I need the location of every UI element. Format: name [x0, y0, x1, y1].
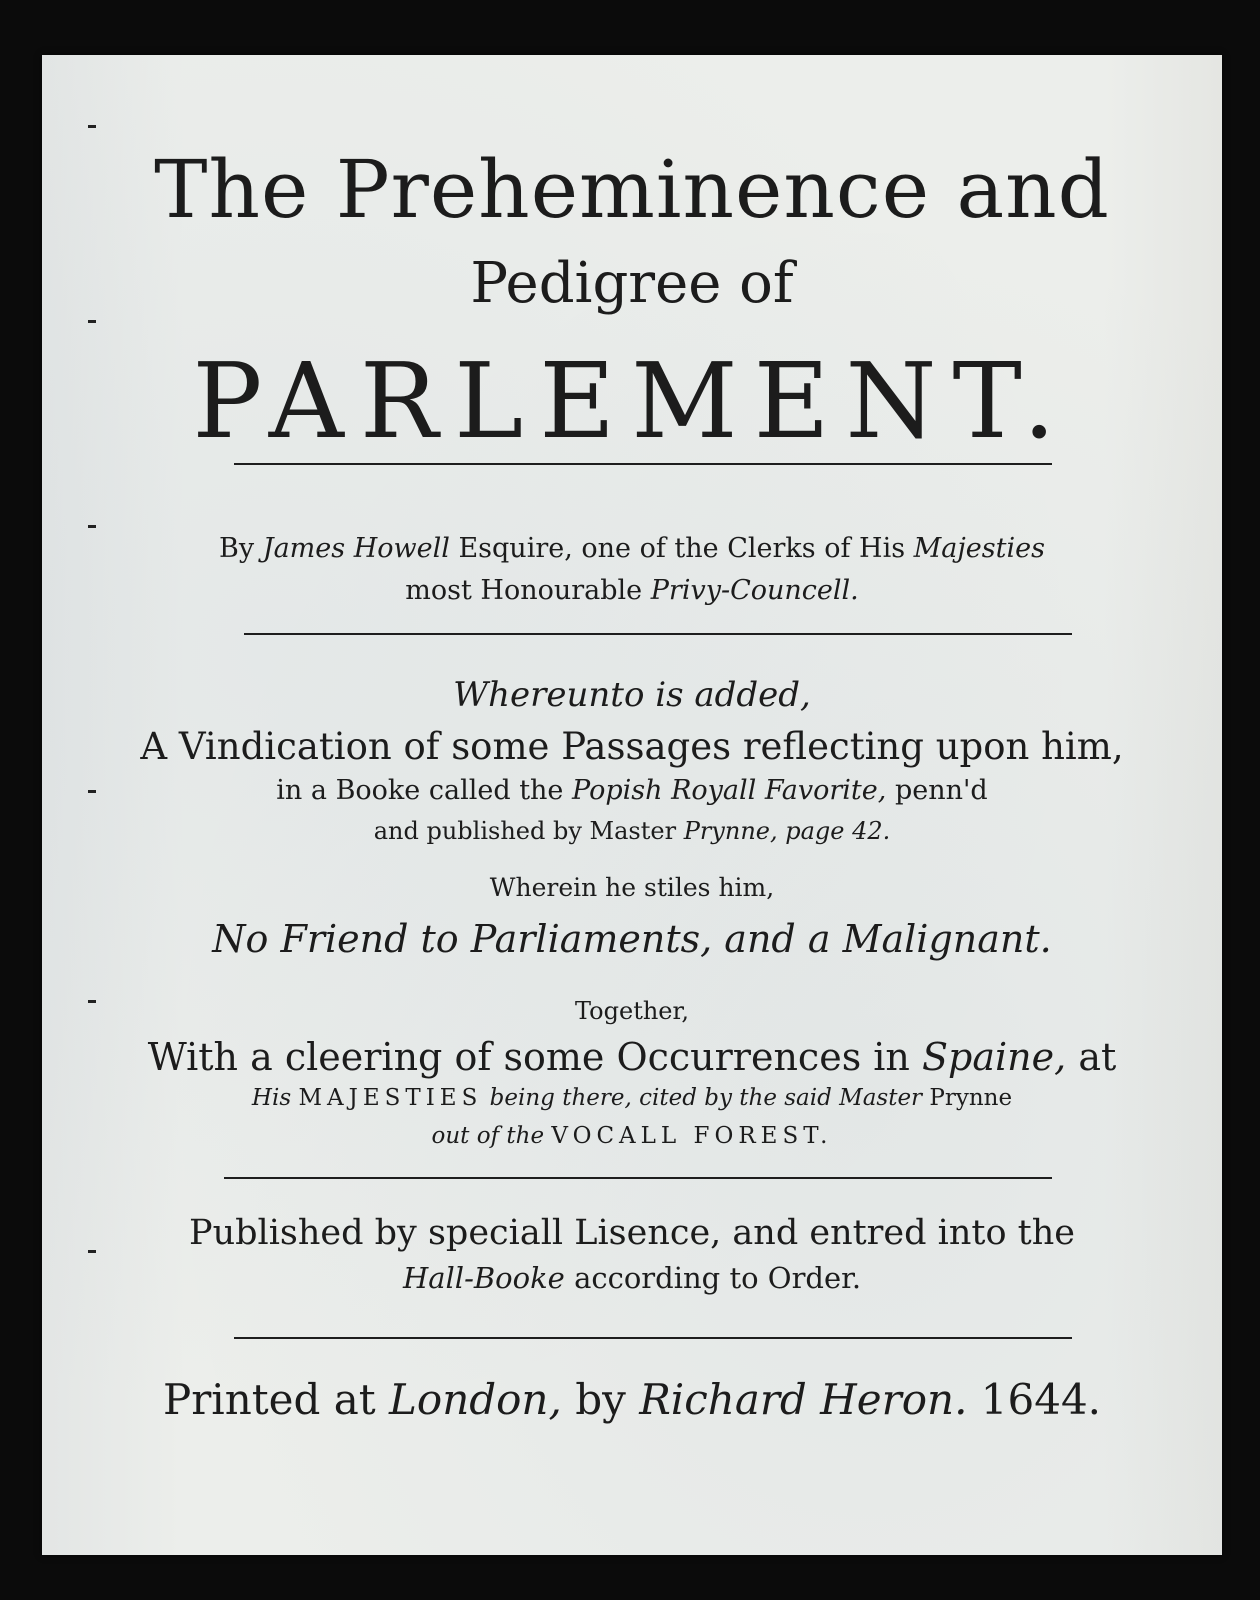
addition-text: in a Booke called the [276, 775, 564, 806]
together-text: at [1078, 1035, 1117, 1079]
addition-text: and published by Master [373, 817, 677, 845]
license-text: according to Order. [574, 1261, 862, 1295]
author-line-1 [42, 533, 1222, 564]
together-line-2 [42, 1035, 1222, 1079]
divider-rule [244, 633, 1072, 635]
imprint-london: London, [389, 1375, 562, 1424]
title-page [42, 55, 1222, 1555]
together-line-4 [42, 1123, 1222, 1149]
imprint-line [42, 1375, 1222, 1424]
together-line-1: Together, [575, 997, 689, 1025]
addition-heading: Whereunto is added, [453, 675, 811, 715]
together-forest: VOCALL FOREST. [551, 1123, 833, 1149]
imprint-printed: Printed at [162, 1375, 376, 1424]
author-text: most Honourable [405, 575, 643, 606]
author-line-2 [42, 575, 1222, 606]
author-name: James Howell [262, 533, 450, 564]
binding-stitch [88, 525, 96, 528]
together-out-of: out of the [431, 1123, 545, 1149]
addition-text: penn'd [894, 775, 988, 806]
together-prynne: Prynne [929, 1085, 1013, 1111]
addition-line-3 [42, 817, 1222, 845]
together-spaine: Spaine, [922, 1035, 1067, 1079]
addition-book: Popish Royall Favorite, [572, 775, 887, 806]
license-line-2 [42, 1261, 1222, 1295]
addition-author: Prynne, page 42. [683, 817, 891, 845]
author-text: Esquire, one of the Clerks of His [458, 533, 906, 564]
binding-stitch [88, 125, 96, 128]
title-line-2: Pedigree of [470, 251, 794, 316]
divider-rule [234, 463, 1052, 465]
together-his: His [251, 1085, 292, 1111]
together-line-3 [42, 1085, 1222, 1111]
author-by: By [219, 533, 255, 564]
imprint-printer: Richard Heron. [639, 1375, 968, 1424]
imprint-by: by [575, 1375, 626, 1424]
stiles-line-1: Wherein he stiles him, [489, 873, 775, 902]
author-council: Privy-Councell. [650, 575, 859, 606]
stiles-line-2: No Friend to Parliaments, and a Malignant. [212, 917, 1052, 961]
license-line-1: Published by speciall Lisence, and entred into the [189, 1213, 1075, 1253]
together-text: With a cleering of some Occurrences in [147, 1035, 910, 1079]
divider-rule [224, 1177, 1052, 1179]
addition-line-1: A Vindication of some Passages reflecting upon him, [140, 725, 1124, 768]
together-majesties: MAJESTIES [298, 1085, 483, 1111]
title-line-1: The Preheminence and [154, 143, 1110, 236]
title-line-3: PARLEMENT. [192, 340, 1072, 462]
together-being: being there, cited by the said Master [489, 1085, 923, 1111]
author-majesties: Majesties [913, 533, 1045, 564]
binding-stitch [88, 320, 96, 323]
imprint-year: 1644. [980, 1375, 1102, 1424]
divider-rule [234, 1337, 1072, 1339]
license-hall-booke: Hall-Booke [402, 1261, 565, 1295]
addition-line-2 [42, 775, 1222, 806]
